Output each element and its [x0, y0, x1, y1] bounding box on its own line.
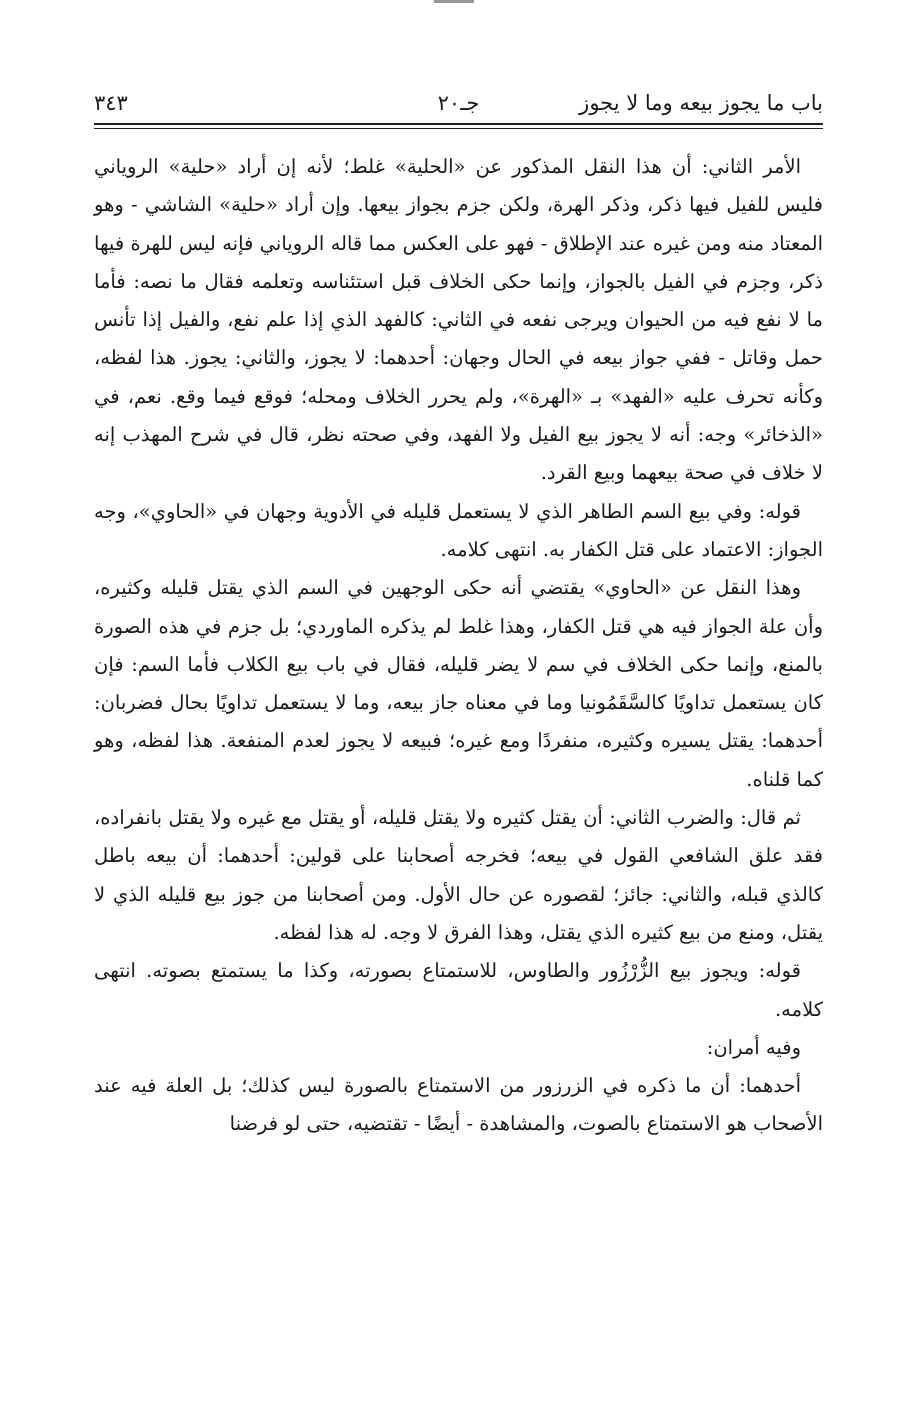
header-rule-thin	[94, 128, 823, 129]
page-body	[94, 148, 823, 1144]
paragraph: أحدهما: أن ما ذكره في الزرزور من الاستمتاع بالصورة ليس كذلك؛ بل العلة فيه عند الأصحاب هو الاستمتاع بالصوت، والمشاهدة - أيضًا - تقتضيه، حتى لو فرضنا	[94, 1074, 823, 1136]
paragraph: الأمر الثاني: أن هذا النقل المذكور عن «الحلية» غلط؛ لأنه إن أراد «حلية» الروياني فليس للفيل فيها ذكر، وذكر الهرة، ولكن جزم بجواز بيعها. وإن أراد «حلية» الشاشي - وهو المعتاد منه ومن غيره عند الإطلاق - فهو على العكس مما قاله الروياني فإنه ليس للهرة فيها ذكر، وجزم في الفيل بالجواز، وإنما حكى الخلاف قبل استئناسه وتعلمه فقال ما نصه: فأما ما لا نفع فيه من الحيوان ويرجى نفعه في الثاني: كالفهد الذي إذا علم نفع، والفيل إذا تأنس حمل وقاتل - ففي جواز بيعه في الحال وجهان: أحدهما: لا يجوز، والثاني: يجوز. هذا لفظه، وكأنه تحرف عليه «الفهد» بـ «الهرة»، ولم يحرر الخلاف ومحله؛ فوقع فيما وقع. نعم، في «الذخائر» وجه: أنه لا يجوز بيع الفيل ولا الفهد، وفي صحته نظر، قال في شرح المهذب إنه لا خلاف في صحة بيعهما وبيع القرد.	[94, 155, 823, 485]
page-header	[94, 86, 823, 120]
paragraph: وهذا النقل عن «الحاوي» يقتضي أنه حكى الوجهين في السم الذي يقتل قليله وكثيره، وأن علة الجواز فيه هي قتل الكفار، وهذا غلط لم يذكره الماوردي؛ بل جزم في هذه الصورة بالمنع، وإنما حكى الخلاف في سم لا يضر قليله، فقال في باب بيع الكلاب فأما السم: فإن كان يستعمل تداويًا كالسَّقَمُونيا وما في معناه جاز بيعه، وما لا يستعمل تداويًا بحال فضربان: أحدهما: يقتل يسيره وكثيره، منفردًا ومع غيره؛ فبيعه لا يجوز لعدم المنفعة. هذا لفظه، وهو كما قلناه.	[94, 576, 823, 791]
running-title: باب ما يجوز بيعه وما لا يجوز	[579, 91, 823, 115]
paragraph: قوله: وفي بيع السم الطاهر الذي لا يستعمل قليله في الأدوية وجهان في «الحاوي»، وجه الجواز: الاعتماد على قتل الكفار به. انتهى كلامه.	[94, 499, 823, 561]
paragraph: ثم قال: والضرب الثاني: أن يقتل كثيره ولا يقتل قليله، أو يقتل مع غيره ولا يقتل بانفراده، فقد علق الشافعي القول في بيعه؛ فخرجه أصحابنا على قولين: أحدهما: أن بيعه باطل كالذي قبله، والثاني: جائز؛ لقصوره عن حال الأول. ومن أصحابنا من جوز بيع قليله الذي لا يقتل، ومنع من بيع كثيره الذي يقتل، وهذا الفرق لا وجه. له هذا لفظه.	[94, 806, 823, 944]
paragraph: قوله: ويجوز بيع الزُّرْزُور والطاوس، للاستمتاع بصورته، وكذا ما يستمتع بصوته. انتهى كلامه.	[94, 959, 823, 1021]
volume-number: جـ٢٠	[437, 91, 480, 115]
paragraph: وفيه أمران:	[706, 1035, 801, 1059]
scan-mark	[434, 0, 474, 3]
page-number: ٣٤٣	[94, 91, 128, 115]
header-rule-thick	[94, 123, 823, 125]
